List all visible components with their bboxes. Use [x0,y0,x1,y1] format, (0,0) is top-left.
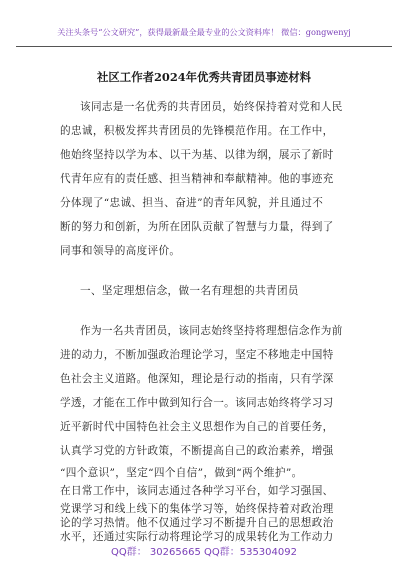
body-line: 党课学习和线上线下的集体学习等，始终保持着对政治理 [60,503,334,515]
body-line: 同事和领导的高度评价。 [60,245,181,257]
document-title: 社区工作者2024年优秀共青团员事迹材料 [97,70,311,84]
body-line: 该同志是一名优秀的共青团员，始终保持着对党和人民 [80,101,343,113]
body-line: 他始终坚持以学为本、以干为基、以律为纲，展示了新时 [60,149,334,161]
body-line: 在日常工作中，该同志通过各种学习平台，如学习强国、 [60,485,334,497]
body-line: 论的学习热情。他不仅通过学习不断提升自己的思想政治 [60,517,334,529]
body-line: 水平，还通过实际行动将理论学习的成果转化为工作动力 [60,531,334,543]
body-line: 分体现了“忠诚、担当、奋进”的青年风貌，并且通过不 [60,197,324,209]
body-line: “四个意识”，坚定“四个自信”，做到“两个维护”。 [60,467,303,479]
body-line: 近平新时代中国特色社会主义思想作为自己的首要任务， [60,421,334,433]
body-line: 断的努力和创新，为所在团队贡献了智慧与力量，得到了 [60,221,334,233]
body-line: 色社会主义道路。他深知，理论是行动的指南，只有学深 [60,373,334,385]
body-line: 认真学习党的方针政策，不断提高自己的政治素养，增强 [60,445,334,457]
body-line: 学透，才能在工作中做到知行合一。该同志始终将学习习 [60,397,334,409]
header-banner: 关注头条号“公文研究”，获得最新最全最专业的公文资料库！ 微信：gongwenyj [57,27,351,37]
body-line: 的忠诚，积极发挥共青团员的先锋模范作用。在工作中， [60,125,334,137]
section-heading: 一、坚定理想信念，做一名有理想的共青团员 [80,285,299,297]
body-line: 进的动力，不断加强政治理论学习，坚定不移地走中国特 [60,349,334,361]
header-divider [16,46,392,47]
body-line: 作为一名共青团员，该同志始终坚持将理想信念作为前 [80,325,343,337]
body-line: 代青年应有的责任感、担当精神和奉献精神。他的事迹充 [60,173,334,185]
footer-contact: QQ群： 30265665 QQ群：535304092 [110,547,297,558]
